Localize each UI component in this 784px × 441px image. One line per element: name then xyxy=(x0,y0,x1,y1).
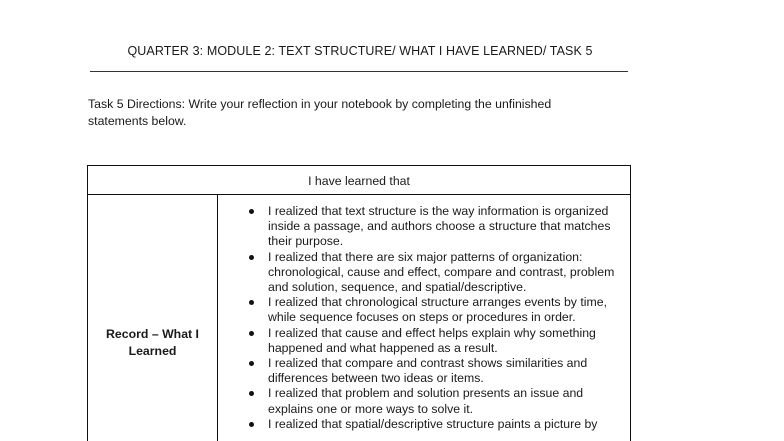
list-item xyxy=(249,326,619,356)
bullet-icon xyxy=(249,331,254,336)
bullet-icon xyxy=(249,422,254,427)
bullet-icon xyxy=(249,361,254,366)
row-label xyxy=(88,326,217,360)
list-item xyxy=(249,356,619,386)
list-item-text: I realized that compare and contrast shows similarities and differences between two ideas or items. xyxy=(268,356,588,386)
list-item xyxy=(249,204,619,250)
page-title: QUARTER 3: MODULE 2: TEXT STRUCTURE/ WHAT I HAVE LEARNED/ TASK 5 xyxy=(127,44,593,58)
bullet-icon xyxy=(249,300,254,305)
learned-content-cell xyxy=(218,195,630,441)
list-item-text: I realized that cause and effect helps explain why something happened and what happened as a result. xyxy=(268,325,596,355)
list-item xyxy=(249,417,619,432)
task-directions xyxy=(88,96,608,130)
list-item xyxy=(249,250,619,296)
list-item xyxy=(249,386,619,416)
bullet-icon xyxy=(249,255,254,260)
list-item-text: I realized that spatial/descriptive structure paints a picture by xyxy=(268,416,598,431)
title-underline xyxy=(90,71,628,72)
list-item-text: I realized that there are six major patterns of organization: chronological, cause and effect, compare and contrast, problem and solution, sequence, and spatial/descriptive. xyxy=(268,249,615,295)
learned-bullet-list xyxy=(249,204,619,432)
bullet-icon xyxy=(249,391,254,396)
directions-line-1: Task 5 Directions: Write your reflection in your notebook by completing the unfinished xyxy=(88,97,552,111)
row-label-line-2: Learned xyxy=(128,344,177,358)
list-item-text: I realized that problem and solution presents an issue and explains one or more ways to solve it. xyxy=(268,386,584,416)
list-item-text: I realized that chronological structure arranges events by time, while sequence focuses on steps or procedures in order. xyxy=(268,295,608,325)
list-item-text: I realized that text structure is the way information is organized inside a passage, and authors choose a structure that matches their purpose. xyxy=(268,204,611,249)
table-header: I have learned that xyxy=(88,166,630,195)
directions-line-2: statements below. xyxy=(88,114,187,128)
reflection-table xyxy=(87,165,631,441)
row-label-cell xyxy=(88,195,218,441)
list-item xyxy=(249,295,619,325)
bullet-icon xyxy=(249,209,254,214)
row-label-line-1: Record – What I xyxy=(106,327,199,341)
